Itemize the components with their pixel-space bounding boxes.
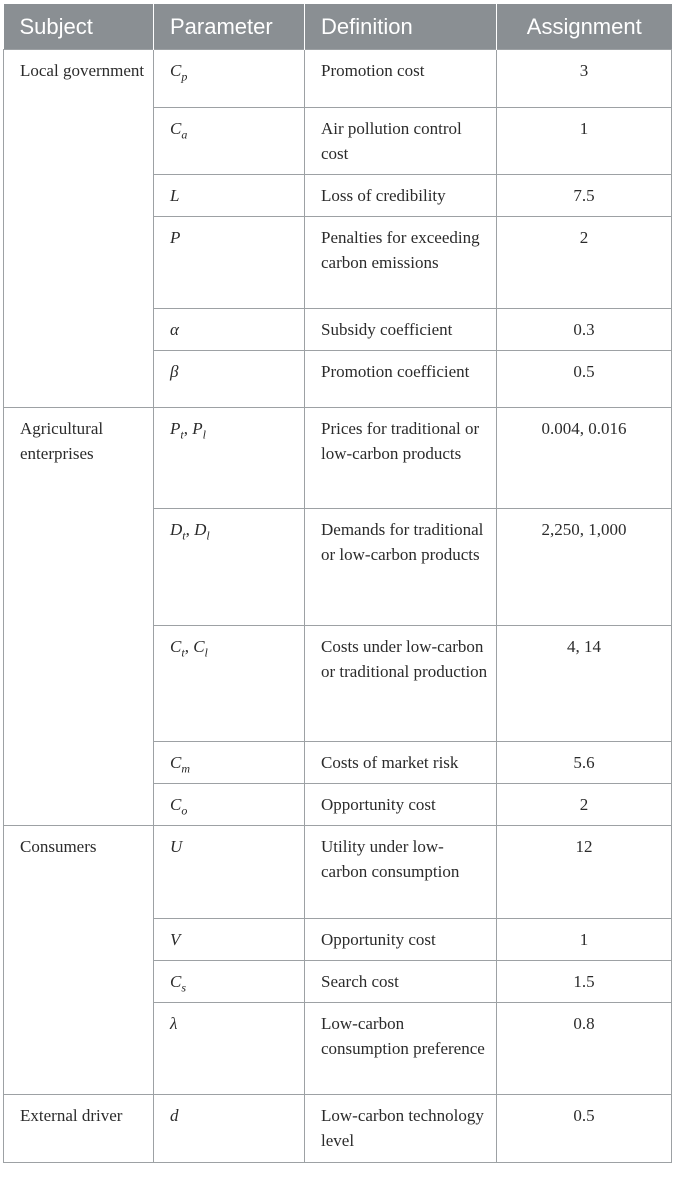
assignment-cell: 2,250, 1,000 bbox=[497, 509, 672, 626]
assignment-cell: 0.5 bbox=[497, 1095, 672, 1163]
parameter-symbol: D bbox=[170, 520, 183, 539]
parameter-separator: , bbox=[183, 419, 193, 438]
parameter-separator: , bbox=[185, 520, 195, 539]
definition-cell: Subsidy coefficient bbox=[305, 309, 497, 351]
definition-cell: Low-carbon consumption preference bbox=[305, 1003, 497, 1095]
parameter-symbol: α bbox=[170, 320, 179, 339]
table-row bbox=[4, 826, 672, 919]
parameter-subscript: s bbox=[181, 980, 187, 995]
assignment-cell: 0.5 bbox=[497, 351, 672, 408]
parameter-cell bbox=[154, 50, 305, 108]
parameter-cell bbox=[154, 961, 305, 1003]
parameter-symbol: λ bbox=[170, 1014, 178, 1033]
parameter-symbol: C bbox=[170, 637, 182, 656]
definition-cell: Low-carbon technology level bbox=[305, 1095, 497, 1163]
parameter-symbol: C bbox=[170, 119, 182, 138]
parameter-subscript-2: l bbox=[202, 427, 206, 442]
assignment-cell: 1 bbox=[497, 108, 672, 175]
parameter-subscript: t bbox=[181, 645, 185, 660]
definition-cell: Costs under low-carbon or traditional production bbox=[305, 626, 497, 742]
parameter-subscript: o bbox=[181, 803, 188, 818]
parameter-symbol: L bbox=[170, 186, 180, 205]
parameter-symbol: C bbox=[170, 795, 182, 814]
parameter-subscript-2: l bbox=[204, 645, 208, 660]
parameter-symbol: C bbox=[170, 972, 182, 991]
parameter-cell bbox=[154, 626, 305, 742]
definition-cell: Loss of credibility bbox=[305, 175, 497, 217]
assignment-cell: 0.004, 0.016 bbox=[497, 408, 672, 509]
header-definition: Definition bbox=[305, 4, 497, 50]
parameter-subscript: t bbox=[180, 427, 184, 442]
table-header bbox=[4, 4, 672, 50]
parameter-symbol: P bbox=[170, 419, 181, 438]
definition-cell: Opportunity cost bbox=[305, 784, 497, 826]
parameter-table bbox=[3, 4, 672, 1163]
parameter-subscript: t bbox=[182, 528, 186, 543]
definition-cell: Promotion coefficient bbox=[305, 351, 497, 408]
parameter-symbol: d bbox=[170, 1106, 179, 1125]
assignment-cell: 1.5 bbox=[497, 961, 672, 1003]
assignment-cell: 0.3 bbox=[497, 309, 672, 351]
parameter-subscript: m bbox=[181, 761, 191, 776]
assignment-cell: 12 bbox=[497, 826, 672, 919]
definition-cell: Costs of market risk bbox=[305, 742, 497, 784]
parameter-symbol: P bbox=[170, 228, 181, 247]
assignment-cell: 2 bbox=[497, 217, 672, 309]
parameter-symbol-2: C bbox=[193, 637, 205, 656]
parameter-cell bbox=[154, 919, 305, 961]
parameter-cell bbox=[154, 742, 305, 784]
parameter-subscript-2: l bbox=[206, 528, 210, 543]
parameter-cell bbox=[154, 1003, 305, 1095]
assignment-cell: 4, 14 bbox=[497, 626, 672, 742]
definition-cell: Search cost bbox=[305, 961, 497, 1003]
assignment-cell: 0.8 bbox=[497, 1003, 672, 1095]
parameter-symbol: C bbox=[170, 753, 182, 772]
subject-cell: Local government bbox=[4, 50, 154, 408]
table-row bbox=[4, 408, 672, 509]
parameter-cell bbox=[154, 509, 305, 626]
assignment-cell: 5.6 bbox=[497, 742, 672, 784]
assignment-cell: 2 bbox=[497, 784, 672, 826]
subject-cell: Consumers bbox=[4, 826, 154, 1095]
subject-cell: External driver bbox=[4, 1095, 154, 1163]
parameter-cell bbox=[154, 175, 305, 217]
definition-cell: Promotion cost bbox=[305, 50, 497, 108]
table-row bbox=[4, 50, 672, 108]
assignment-cell: 3 bbox=[497, 50, 672, 108]
definition-cell: Utility under low-carbon consumption bbox=[305, 826, 497, 919]
parameter-cell bbox=[154, 784, 305, 826]
parameter-separator: , bbox=[184, 637, 194, 656]
parameter-cell bbox=[154, 826, 305, 919]
parameter-cell bbox=[154, 408, 305, 509]
assignment-cell: 1 bbox=[497, 919, 672, 961]
definition-cell: Penalties for exceeding carbon emissions bbox=[305, 217, 497, 309]
definition-cell: Opportunity cost bbox=[305, 919, 497, 961]
subject-cell: Agricultural enterprises bbox=[4, 408, 154, 826]
header-parameter: Parameter bbox=[154, 4, 305, 50]
parameter-subscript: a bbox=[181, 127, 188, 142]
parameter-cell bbox=[154, 351, 305, 408]
parameter-symbol: C bbox=[170, 61, 182, 80]
definition-cell: Air pollution control cost bbox=[305, 108, 497, 175]
definition-cell: Demands for traditional or low-carbon products bbox=[305, 509, 497, 626]
header-row bbox=[4, 4, 672, 50]
header-assignment: Assignment bbox=[497, 4, 672, 50]
parameter-subscript: p bbox=[181, 69, 188, 84]
parameter-symbol-2: P bbox=[192, 419, 203, 438]
parameter-cell bbox=[154, 108, 305, 175]
definition-cell: Prices for traditional or low-carbon products bbox=[305, 408, 497, 509]
header-subject: Subject bbox=[4, 4, 154, 50]
parameter-cell bbox=[154, 309, 305, 351]
parameter-symbol: V bbox=[170, 930, 181, 949]
parameter-symbol: U bbox=[170, 837, 183, 856]
parameter-cell bbox=[154, 217, 305, 309]
table-body bbox=[4, 50, 672, 1163]
parameter-cell bbox=[154, 1095, 305, 1163]
table-row bbox=[4, 1095, 672, 1163]
parameter-symbol-2: D bbox=[194, 520, 207, 539]
parameter-symbol: β bbox=[170, 362, 179, 381]
assignment-cell: 7.5 bbox=[497, 175, 672, 217]
